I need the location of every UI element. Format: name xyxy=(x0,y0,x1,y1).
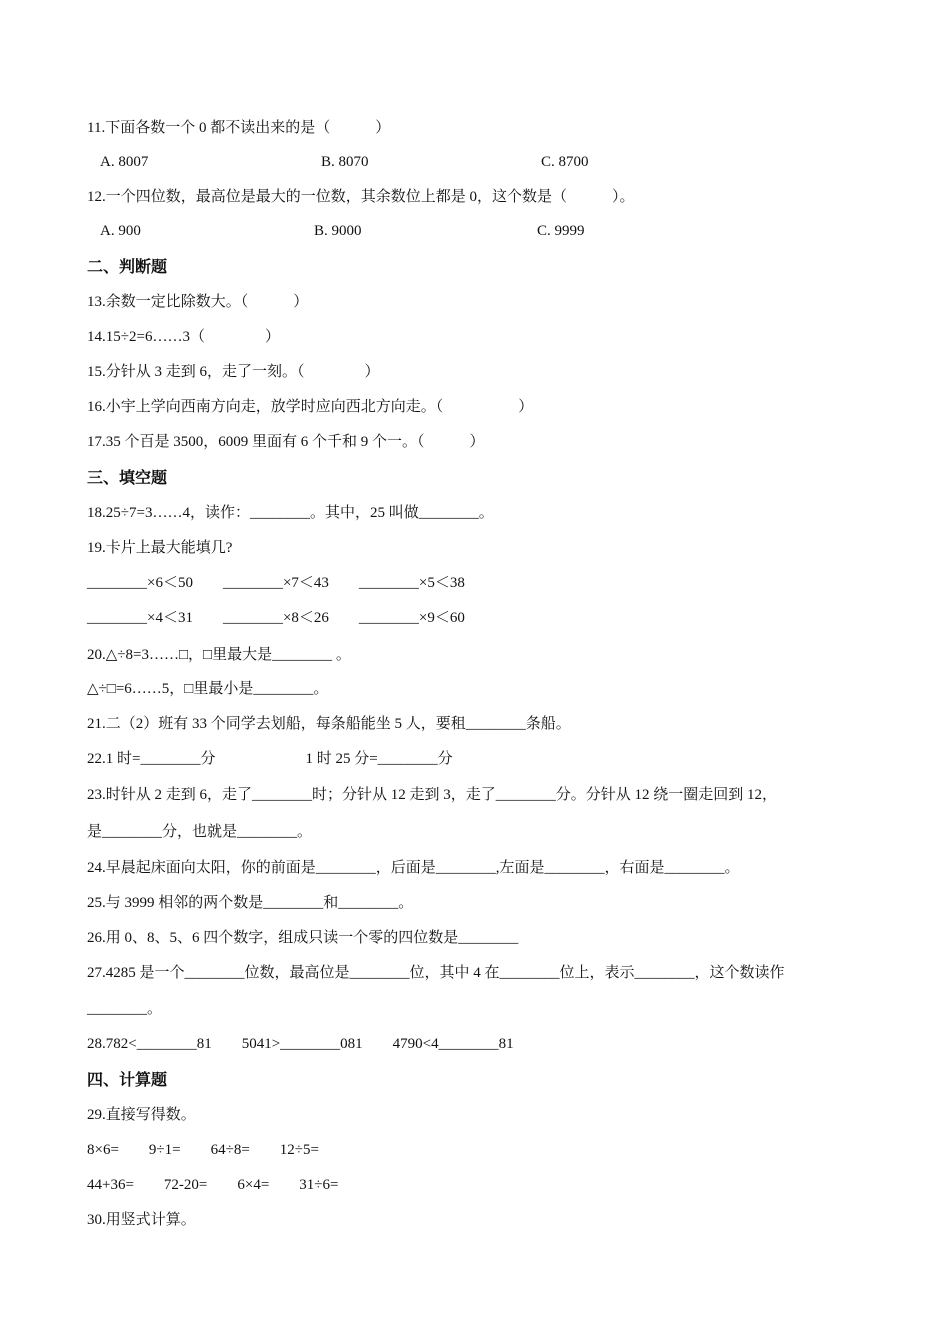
question-18: 18.25÷7=3……4，读作：________。其中，25 叫做________。 xyxy=(87,505,494,521)
q11-option-a: A. 8007 xyxy=(100,154,149,170)
question-29-row-2: 44+36= 72-20= 6×4= 31÷6= xyxy=(87,1177,339,1193)
question-23: 23.时针从 2 走到 6，走了________时；分针从 12 走到 3，走了________分。分针从 12 绕一圈走回到 12， xyxy=(87,787,778,803)
question-25: 25.与 3999 相邻的两个数是________和________。 xyxy=(87,895,414,911)
section-calc-heading: 四、计算题 xyxy=(87,1070,168,1089)
q12-option-a: A. 900 xyxy=(100,223,141,239)
question-19: 19.卡片上最大能填几? xyxy=(87,540,233,556)
question-27: 27.4285 是一个________位数，最高位是________位，其中 4 在________位上，表示________，这个数读作 xyxy=(87,965,785,981)
question-30: 30.用竖式计算。 xyxy=(87,1212,196,1228)
question-22: 22.1 时=________分 1 时 25 分=________分 xyxy=(87,751,453,767)
question-17: 17.35 个百是 3500，6009 里面有 6 个千和 9 个一。（ ） xyxy=(87,434,485,450)
question-28: 28.782<________81 5041>________081 4790<4________81 xyxy=(87,1036,514,1052)
question-11: 11.下面各数一个 0 都不读出来的是（ ） xyxy=(87,120,391,136)
question-26: 26.用 0、8、5、6 四个数字，组成只读一个零的四位数是________ xyxy=(87,930,519,946)
question-19-row-2: ________×4＜31 ________×8＜26 ________×9＜60 xyxy=(87,610,465,626)
question-21: 21.二（2）班有 33 个同学去划船，每条船能坐 5 人，要租________条船。 xyxy=(87,716,571,732)
question-16: 16.小宇上学向西南方向走，放学时应向西北方向走。（ ） xyxy=(87,399,534,415)
question-23-continued: 是________分，也就是________。 xyxy=(87,824,313,840)
question-13: 13.余数一定比除数大。（ ） xyxy=(87,294,309,310)
question-15: 15.分针从 3 走到 6，走了一刻。（ ） xyxy=(87,364,380,380)
question-12: 12.一个四位数，最高位是最大的一位数，其余数位上都是 0，这个数是（ ）。 xyxy=(87,189,635,205)
question-27-continued: ________。 xyxy=(87,1001,163,1017)
question-24: 24.早晨起床面向太阳，你的前面是________，后面是________,左面是________，右面是________。 xyxy=(87,860,740,876)
q11-option-c: C. 8700 xyxy=(541,154,589,170)
q11-option-b: B. 8070 xyxy=(321,154,369,170)
question-20: 20.△÷8=3……□，□里最大是________ 。 xyxy=(87,647,351,663)
question-20-part-2: △÷□=6……5，□里最小是________。 xyxy=(87,681,329,697)
question-19-row-1: ________×6＜50 ________×7＜43 ________×5＜38 xyxy=(87,575,465,591)
question-29-row-1: 8×6= 9÷1= 64÷8= 12÷5= xyxy=(87,1142,319,1158)
question-14: 14.15÷2=6……3（ ） xyxy=(87,329,280,345)
q12-option-c: C. 9999 xyxy=(537,223,585,239)
section-fill-heading: 三、填空题 xyxy=(87,468,168,487)
q12-option-b: B. 9000 xyxy=(314,223,362,239)
question-29: 29.直接写得数。 xyxy=(87,1107,196,1123)
section-judge-heading: 二、判断题 xyxy=(87,257,168,276)
